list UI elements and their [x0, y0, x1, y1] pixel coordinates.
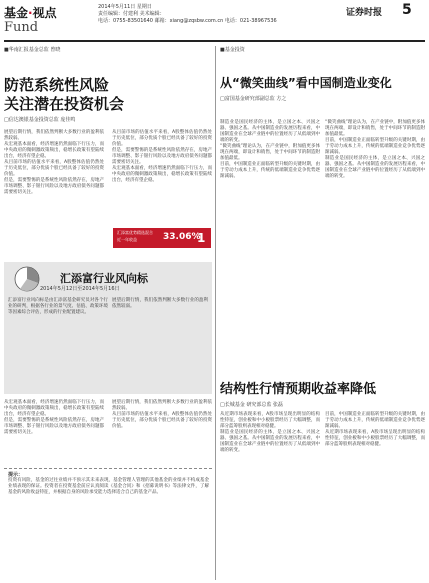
- header-rule: [4, 40, 425, 42]
- left-paragraph: 但是，需要警惕的是系统性风险依然存在，房地产市场调整、影子银行风险以及地方政府债务问题都需要密切关注。: [4, 178, 104, 195]
- column-divider: [215, 46, 216, 580]
- left-body-col4: [112, 400, 212, 430]
- left-body-col2: [112, 130, 212, 184]
- right-paragraph: 目前，中国制造业正面临转型升级的关键时期，由于劳动力成本上升，传统的低端制造业竞争优势逐渐减弱。: [220, 162, 320, 179]
- left-byline: □信达澳银基金投资总监 庞佳鸣: [4, 117, 76, 123]
- box-body-col2: [112, 298, 208, 310]
- banner-rank: 1: [197, 231, 206, 245]
- right-body-col2: [325, 120, 425, 180]
- left-paragraph: 从宏观基本面看，经济增速仍然面临下行压力，而中央政府的微刺激政策频出，稳增长政策有望陆续出台，经济有望企稳。: [4, 400, 104, 417]
- left-paragraph: 从目前市场的估值水平来看，A股整体估值仍然处于历史低位，部分优质个股已经具备了较好的投资价值。: [4, 160, 104, 177]
- box-title: 汇添富行业风向标: [60, 272, 148, 285]
- left-article: [4, 46, 212, 124]
- left-paragraph: 但是，需要警惕的是系统性风险依然存在，房地产市场调整、影子银行风险以及地方政府债务问题都需要密切关注。: [4, 418, 104, 435]
- right-body-col4: [325, 412, 425, 448]
- brand-english: Fund: [4, 20, 39, 35]
- left-paragraph: 展望后期行情，我们依然判断大多数行业的盈利依然较弱。: [112, 400, 212, 411]
- left-paragraph: 展望后期行情，我们依然判断大多数行业的盈利依然较弱。: [4, 130, 104, 141]
- left-headline-line2: 关注潜在投资机会: [4, 95, 125, 113]
- right-paragraph: 目前，中国制造业正面临转型升级的关键时期，由于劳动力成本上升，传统的低端制造业竞争优势逐渐减弱。: [325, 412, 425, 429]
- left-paragraph: 但是，需要警惕的是系统性风险依然存在，房地产市场调整、影子银行风险以及地方政府债务问题都需要密切关注。: [112, 148, 212, 165]
- right-paragraph: “微笑曲线”理论认为，在产业链中，附加值更多体现在两端，即设计和销售，处于中间环节的制造附加值最低。: [220, 144, 320, 161]
- box-paragraph: 汇添富行业风向标是由汇添富基金研究员对各个行业的研判，根据各行业的景气度、估值、政策环境等因素综合评估，形成的行业配置建议。: [8, 298, 108, 315]
- right-paragraph: 制造业是国民经济的主体，是立国之本、兴国之器、强国之基。从中国制造业的发展历程来看，中国制造业在全球产业链中的位置经历了从低端到中端的转变。: [220, 120, 320, 143]
- left-paragraph: 从目前市场的估值水平来看，A股整体估值仍然处于历史低位，部分优质个股已经具备了较好的投资价值。: [112, 412, 212, 429]
- right-body-col3: [220, 412, 320, 454]
- editor-line: 责任编辑：付建利 美术编辑：: [98, 11, 165, 17]
- fund-ad-banner: [113, 228, 211, 248]
- banner-return: 33.06%: [163, 232, 201, 242]
- right-paragraph: 制造业是国民经济的主体，是立国之本、兴国之器、强国之基。从中国制造业的发展历程来看，中国制造业在全球产业链中的位置经历了从低端到中端的转变。: [325, 156, 425, 179]
- right-paragraph: “微笑曲线”理论认为，在产业链中，附加值更多体现在两端，即设计和销售，处于中间环节的制造附加值最低。: [325, 120, 425, 137]
- date-line: 2014年5月11日 星期日: [98, 4, 152, 10]
- paper-name: 证券时报: [346, 8, 383, 18]
- risk-note: [8, 472, 209, 572]
- box-date-range: 2014年5月12日至2014年5月16日: [40, 286, 120, 292]
- left-paragraph: 从目前市场的估值水平来看，A股整体估值仍然处于历史低位，部分优质个股已经具备了较好的投资价值。: [112, 130, 212, 147]
- note-divider: [4, 468, 212, 469]
- brand-dot: ·: [28, 6, 33, 20]
- right-paragraph: 制造业是国民经济的主体，是立国之本、兴国之器、强国之基。从中国制造业的发展历程来看，中国制造业在全球产业链中的位置经历了从低端到中端的转变。: [220, 430, 320, 453]
- banner-fund-name: 汇添富优势精选混合: [117, 230, 153, 235]
- banner-label: 近一年收益: [117, 237, 137, 242]
- right-paragraph: 目前，中国制造业正面临转型升级的关键时期，由于劳动力成本上升，传统的低端制造业竞争优势逐渐减弱。: [325, 138, 425, 155]
- right-body-col1: [220, 120, 320, 180]
- box-body-col1: [8, 298, 108, 316]
- right-article-2: [220, 380, 425, 409]
- note-title: 提示：: [8, 472, 24, 478]
- box-paragraph: 展望后期行情，我们依然判断大多数行业的盈利依然较弱。: [112, 298, 208, 309]
- right-byline: □富国基金研究部副总监 方之: [220, 96, 287, 102]
- note-body: 投资有风险，基金的过往业绩并不预示其未来表现，基金管理人管理的其他基金的业绩并不构成基金业绩表现的保证。投资者在投资基金前应认真阅读《基金合同》和《招募说明书》等法律文件，了解基金的风险收益特征，并根据自身的风险承受能力选择适合自己的基金产品。: [8, 478, 209, 495]
- left-paragraph: 从宏观基本面看，经济增速仍然面临下行压力，而中央政府的微刺激政策频出，稳增长政策有望陆续出台，经济有望企稳。: [112, 166, 212, 183]
- brand-fund: 基金: [4, 6, 29, 20]
- contact-line: 电话：0755-83501640 邮箱：xiang@zqsbw.com.cn 电话：021-38967536: [98, 18, 277, 24]
- date-block: [98, 4, 277, 25]
- right-article: [220, 46, 425, 103]
- left-headline-line1: 防范系统性风险: [4, 76, 110, 94]
- left-body-col1: [4, 130, 104, 196]
- page-header: [0, 0, 429, 44]
- right-headline-2: 结构性行情预期收益率降低: [220, 382, 377, 397]
- section-brand: [4, 4, 57, 21]
- right-paragraph: 从近期市场表现来看，A股市场呈现出明显的结构性特征，创业板和中小板股票经历了大幅调整，而部分蓝筹股则表现相对稳健。: [220, 412, 320, 429]
- page-number: 5: [402, 2, 412, 18]
- left-body-col3: [4, 400, 104, 436]
- right-byline-2: □长城基金 研究部总监 张磊: [220, 402, 283, 408]
- right-headline: 从“微笑曲线”看中国制造业变化: [220, 76, 392, 90]
- left-paragraph: 从宏观基本面看，经济增速仍然面临下行压力，而中央政府的微刺激政策频出，稳增长政策有望陆续出台，经济有望企稳。: [4, 142, 104, 159]
- left-article-tag: ■华南汇报基金总监 曾晓: [4, 47, 61, 53]
- brand-view: 视点: [32, 6, 57, 20]
- right-article-tag: ■基金投资: [220, 47, 245, 53]
- right-paragraph: 从近期市场表现来看，A股市场呈现出明显的结构性特征，创业板和中小板股票经历了大幅调整，而部分蓝筹股则表现相对稳健。: [325, 430, 425, 447]
